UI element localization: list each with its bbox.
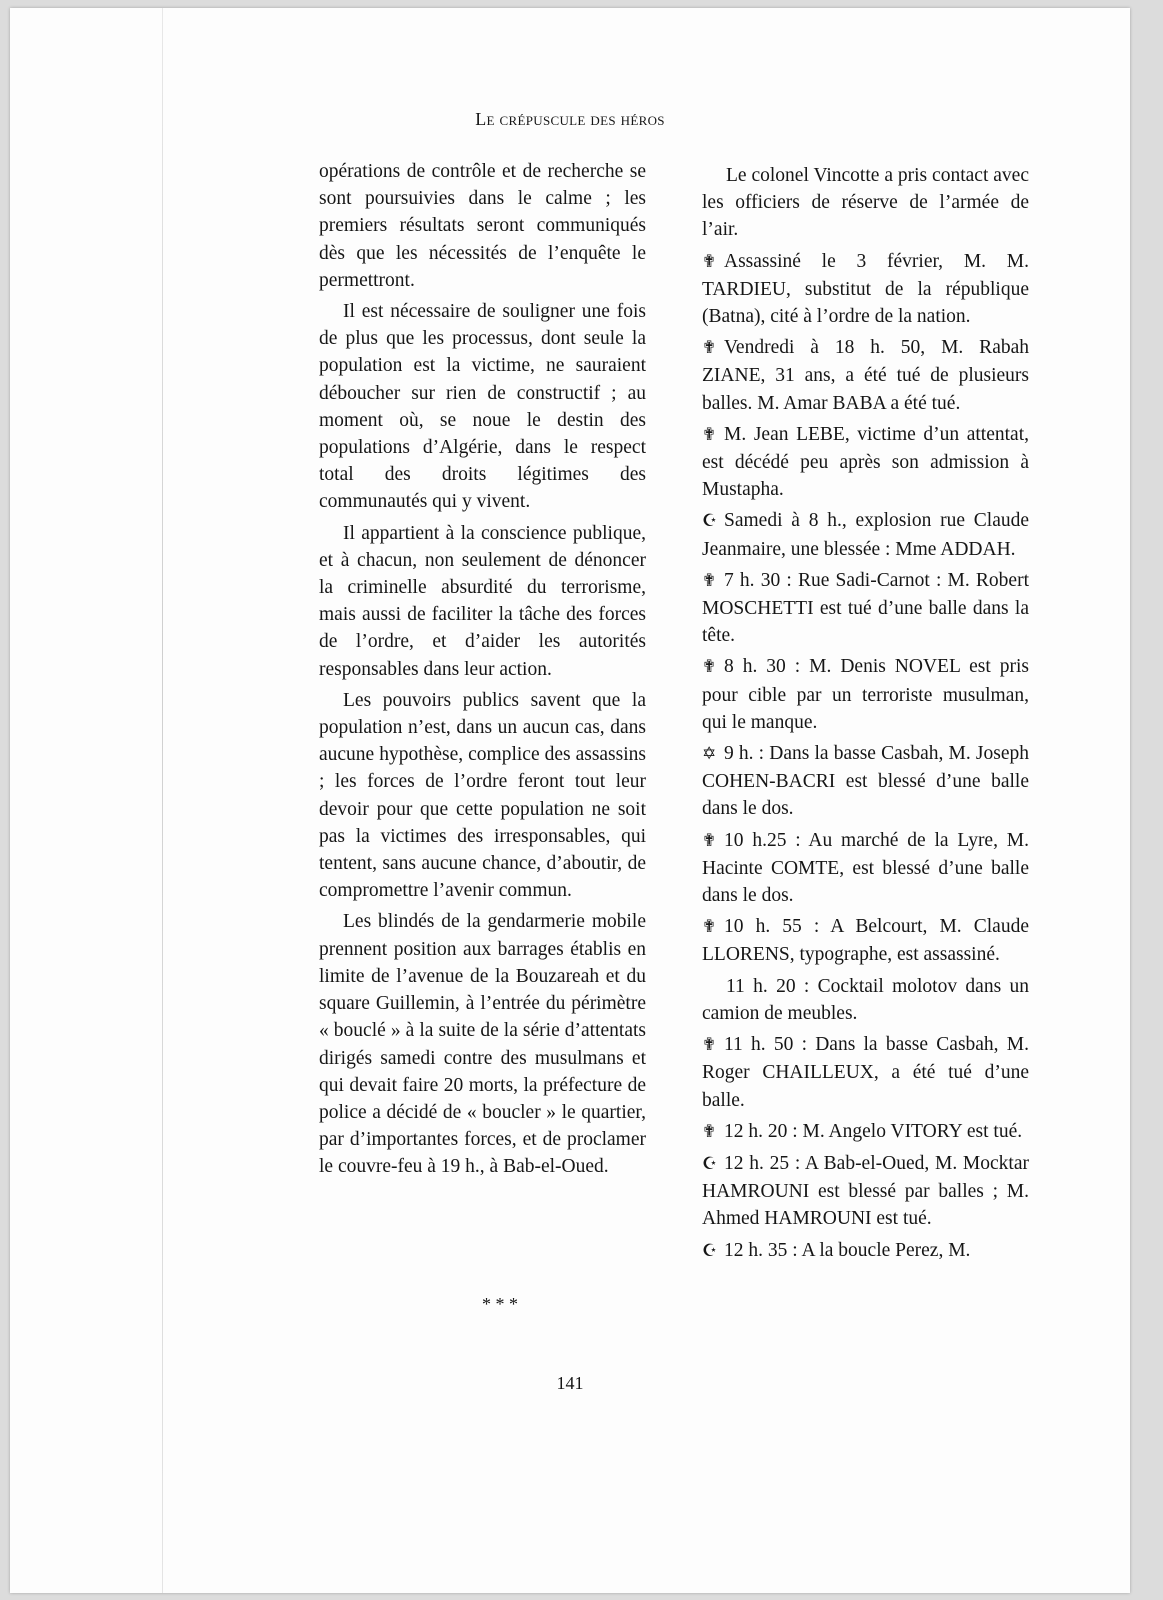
- chronicle-entry: [702, 1150, 1029, 1233]
- chronicle-entry: [702, 162, 1029, 244]
- running-head: [10, 109, 1130, 130]
- page-number: 141: [556, 1373, 584, 1393]
- chronicle-entry: [702, 567, 1029, 650]
- entry-symbol-icon: ✡: [702, 744, 717, 765]
- left-paragraph: Il appartient à la conscience publique, et à chacun, non seulement de dénoncer la criminelle absurdité du terrorisme, mais aussi de faciliter la tâche des forces de l’ordre, et d’aider les autorités responsables dans leur action.: [319, 522, 646, 680]
- entry-text: 10 h. 55 : A Belcourt, M. Claude LLORENS, typographe, est assassiné.: [702, 916, 1029, 966]
- entry-text: 7 h. 30 : Rue Sadi-Carnot : M. Robert MOSCHETTI est tué d’une balle dans la tête.: [702, 569, 1029, 647]
- entry-text: 12 h. 35 : A la boucle Perez, M.: [724, 1239, 971, 1261]
- chronicle-entry: [702, 827, 1029, 910]
- left-paragraph: opérations de contrôle et de recherche se sont poursuivies dans le calme ; les premiers résultats seront communiqués dès que les nécessités de l’enquête le permettront.: [319, 161, 646, 291]
- entry-text: M. Jean LEBE, victime d’un attentat, est décédé peu après son admission à Mustapha.: [702, 423, 1029, 501]
- entry-text: 12 h. 20 : M. Angelo VITORY est tué.: [724, 1120, 1023, 1142]
- entry-text: 11 h. 20 : Cocktail molotov dans un camion de meubles.: [702, 975, 1029, 1024]
- chronicle-entry: [702, 973, 1029, 1027]
- chronicle-entry: [702, 334, 1029, 417]
- chronicle-entry: [702, 740, 1029, 823]
- entry-text: 10 h.25 : Au marché de la Lyre, M. Hacinte COMTE, est blessé d’une balle dans le dos.: [702, 829, 1029, 907]
- entry-symbol-icon: ✟: [702, 424, 717, 445]
- entry-text: 9 h. : Dans la basse Casbah, M. Joseph COHEN-BACRI est blessé d’une balle dans le dos.: [702, 743, 1029, 820]
- entry-symbol-icon: ✟: [702, 657, 717, 678]
- entry-symbol-icon: ✟: [702, 251, 717, 272]
- right-column: [702, 158, 1029, 1265]
- entry-text: Vendredi à 18 h. 50, M. Rabah ZIANE, 31 ans, a été tué de plusieurs balles. M. Amar BABA a été tué.: [702, 337, 1029, 414]
- entry-text: 12 h. 25 : A Bab-el-Oued, M. Mocktar HAMROUNI est blessé par balles ; M. Ahmed HAMROUNI est tué.: [702, 1152, 1029, 1230]
- entry-text: Assassiné le 3 février, M. M. TARDIEU, substitut de la république (Batna), cité à l’ordre de la nation.: [702, 250, 1029, 328]
- entry-text: 11 h. 50 : Dans la basse Casbah, M. Roger CHAILLEUX, a été tué d’une balle.: [702, 1034, 1029, 1111]
- entry-symbol-icon: ☪: [702, 511, 718, 532]
- left-column: [319, 158, 646, 1181]
- chronicle-entry: [702, 507, 1029, 562]
- entry-text: Le colonel Vincotte a pris contact avec les officiers de réserve de l’armée de l’air.: [702, 165, 1029, 241]
- chronicle-entry: [702, 653, 1029, 736]
- chronicle-entry: [702, 1118, 1029, 1146]
- left-paragraph: Il est nécessaire de souligner une fois de plus que les processus, dont seule la population est la victime, ne sauraient déboucher sur rien de constructif ; au moment où, se noue le destin des populations d’Algérie, dans le respect total des droits légitimes des communautés qui y vivent.: [319, 301, 646, 513]
- entry-symbol-icon: ✟: [702, 830, 717, 851]
- chronicle-entry: [702, 421, 1029, 504]
- gutter-shadow: [162, 8, 163, 1593]
- entry-symbol-icon: ✟: [702, 1121, 717, 1142]
- chronicle-entry: [702, 1031, 1029, 1114]
- entry-symbol-icon: ✟: [702, 917, 717, 938]
- entry-symbol-icon: ☪: [702, 1153, 718, 1174]
- running-head-rest: e crépuscule des héros: [486, 109, 665, 129]
- entry-symbol-icon: ✟: [702, 1035, 717, 1056]
- entry-text: Samedi à 8 h., explosion rue Claude Jeanmaire, une blessée : Mme ADDAH.: [702, 510, 1029, 560]
- entry-symbol-icon: ✟: [702, 570, 717, 591]
- left-paragraph: Les pouvoirs publics savent que la population n’est, dans un aucun cas, dans aucune hypothèse, complice des assassins ; les forces de l’ordre feront tout leur devoir pour que cette population ne soit pas la victimes des irresponsables, qui tentent, sans aucune chance, d’aboutir, de compromettre l’avenir commun.: [319, 689, 646, 902]
- chronicle-entry: [702, 248, 1029, 331]
- asterism: * * *: [482, 1294, 518, 1314]
- entry-text: 8 h. 30 : M. Denis NOVEL est pris pour cible par un terroriste musulman, qui le manque.: [702, 656, 1029, 733]
- entry-symbol-icon: ✟: [702, 338, 717, 359]
- running-head-initial: L: [475, 109, 487, 129]
- scanned-page: [10, 8, 1130, 1593]
- entry-symbol-icon: ☪: [702, 1240, 718, 1261]
- chronicle-entry: [702, 1237, 1029, 1265]
- left-paragraph: Les blindés de la gendarmerie mobile prennent position aux barrages établis en limite de l’avenue de la Bouzareah et du square Guillemin, à l’entrée du périmètre « bouclé » à la suite de la série d’attentats dirigés samedi contre des musulmans et qui devait faire 20 morts, la préfecture de police a décidé de « boucler » le quartier, par d’importantes forces, et de proclamer le couvre-feu à 19 h., à Bab-el-Oued.: [319, 911, 646, 1178]
- chronicle-entry: [702, 913, 1029, 968]
